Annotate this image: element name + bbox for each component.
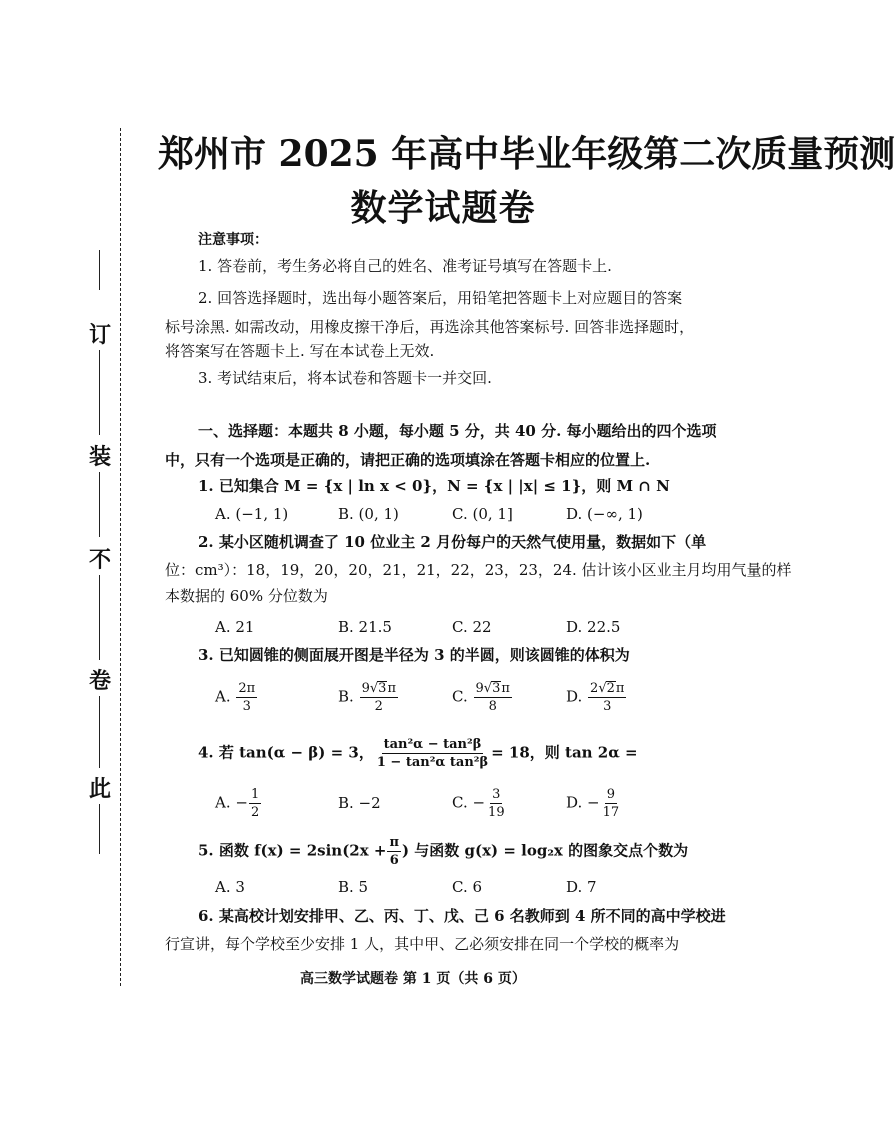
q4-suffix: = 18，则 tan 2α = (491, 743, 638, 762)
fraction-denominator: 1 − tan²α tan²β (376, 755, 489, 770)
exam-title: 郑州市 2025 年高中毕业年级第二次质量预测 (158, 133, 895, 175)
fraction-denominator: 19 (488, 805, 505, 820)
fraction-denominator: 6 (389, 853, 399, 868)
coefficient: 9 (475, 681, 484, 696)
q2-option-a: A. 21 (215, 618, 255, 636)
option-label: D. (566, 687, 583, 706)
fraction-numerator: 3 (492, 787, 501, 802)
q4-option-a (215, 786, 262, 821)
margin-char-zhuang: 装 (88, 445, 111, 470)
option-label: A. − (215, 793, 248, 812)
fraction (474, 680, 512, 715)
fraction-denominator: 8 (488, 699, 497, 714)
pi-symbol: π (387, 681, 396, 696)
exam-subtitle: 数学试题卷 (350, 187, 536, 229)
q4-option-d (566, 786, 622, 821)
margin-rule (99, 575, 100, 660)
margin-char-ding: 订 (88, 323, 111, 348)
fraction-denominator: 2 (374, 699, 383, 714)
q1-option-a: A. (−1, 1) (215, 505, 289, 523)
q5-suffix: ) 与函数 g(x) = log₂x 的图象交点个数为 (401, 841, 689, 860)
q3-option-b (338, 680, 399, 715)
margin-rule (99, 472, 100, 537)
margin-rule (99, 804, 100, 854)
section-heading: 一、选择题：本题共 8 小题，每小题 5 分，共 40 分. 每小题给出的四个选项 (198, 422, 717, 440)
radicand: 3 (378, 681, 387, 696)
notice-heading: 注意事项： (198, 232, 268, 248)
q2-option-d: D. 22.5 (566, 618, 621, 636)
fraction-numerator: 2π (238, 681, 256, 696)
question-4-stem (198, 736, 638, 771)
fraction (387, 834, 401, 869)
fraction (360, 680, 398, 715)
fraction-denominator: 3 (242, 699, 251, 714)
option-label: D. − (566, 793, 600, 812)
q1-option-c: C. (0, 1] (452, 505, 513, 523)
question-1-stem: 1. 已知集合 M = {x | ln x < 0}，N = {x | |x| ≤ 1}，则 M ∩ N (198, 477, 670, 495)
question-5-stem (198, 834, 688, 869)
option-label: A. (215, 687, 231, 706)
coefficient: 2 (590, 681, 599, 696)
fraction (375, 736, 490, 771)
fraction-numerator: 1 (250, 787, 260, 802)
fraction-denominator: 3 (603, 699, 612, 714)
option-label: C. (452, 687, 468, 706)
fraction-numerator: 2√2π (590, 681, 625, 696)
q1-option-b: B. (0, 1) (338, 505, 399, 523)
question-6-stem-cont: 行宣讲，每个学校至少安排 1 人，其中甲、乙必须安排在同一个学校的概率为 (165, 935, 680, 953)
binding-dashed-line (120, 128, 121, 986)
question-6-stem: 6. 某高校计划安排甲、乙、丙、丁、戊、己 6 名教师到 4 所不同的高中学校进 (198, 907, 726, 925)
margin-rule (99, 350, 100, 435)
notice-item-1: 1. 答卷前，考生务必将自己的姓名、准考证号填写在答题卡上. (198, 257, 612, 275)
margin-char-ci: 此 (88, 777, 111, 802)
fraction-denominator: 17 (602, 805, 620, 820)
question-2-stem: 2. 某小区随机调查了 10 位业主 2 月份每户的天然气使用量，数据如下（单 (198, 533, 707, 551)
fraction (486, 786, 507, 821)
fraction-numerator: 9√3π (361, 681, 396, 696)
question-3-stem: 3. 已知圆锥的侧面展开图是半径为 3 的半圆，则该圆锥的体积为 (198, 646, 630, 664)
pi-symbol: π (501, 681, 510, 696)
question-2-stem-cont: 本数据的 60% 分位数为 (165, 587, 328, 605)
page-footer: 高三数学试题卷 第 1 页（共 6 页） (300, 971, 526, 987)
q1-option-d: D. (−∞, 1) (566, 505, 643, 523)
radicand: 3 (492, 681, 501, 696)
fraction (249, 786, 261, 821)
q5-option-b: B. 5 (338, 878, 369, 896)
question-2-stem-cont: 位：cm³）：18，19，20，20，21，21，22，23，23，24. 估计该小区业主月均用气量的样 (165, 561, 792, 579)
fraction-numerator: 9√3π (475, 681, 510, 696)
fraction (588, 680, 626, 715)
q3-option-c (452, 680, 513, 715)
option-label: B. (338, 687, 354, 706)
q4-option-b: B. −2 (338, 794, 381, 812)
q3-option-a (215, 680, 258, 715)
q4-option-c (452, 786, 508, 821)
fraction-numerator: π (389, 835, 399, 850)
q5-prefix: 5. 函数 f(x) = 2sin(2x + (198, 841, 387, 860)
margin-rule (99, 250, 100, 290)
margin-char-juan: 卷 (88, 669, 111, 694)
q2-option-b: B. 21.5 (338, 618, 392, 636)
fraction (236, 680, 257, 715)
fraction-numerator: 9 (606, 787, 616, 802)
q4-prefix: 4. 若 tan(α − β) = 3， (198, 743, 374, 762)
q3-option-d (566, 680, 627, 715)
fraction-numerator: tan²α − tan²β (383, 737, 482, 752)
notice-item-2: 2. 回答选择题时，选出每小题答案后，用铅笔把答题卡上对应题目的答案 (198, 289, 683, 307)
q5-option-a: A. 3 (215, 878, 245, 896)
notice-item-2-cont: 标号涂黑. 如需改动，用橡皮擦干净后，再选涂其他答案标号. 回答非选择题时， (165, 318, 695, 336)
margin-char-bu: 不 (88, 548, 111, 573)
notice-item-3: 3. 考试结束后，将本试卷和答题卡一并交回. (198, 369, 492, 387)
margin-rule (99, 696, 100, 768)
q5-option-d: D. 7 (566, 878, 597, 896)
notice-item-2-cont: 将答案写在答题卡上. 写在本试卷上无效. (165, 342, 435, 360)
q5-option-c: C. 6 (452, 878, 483, 896)
option-label: C. − (452, 793, 486, 812)
radicand: 2 (606, 681, 615, 696)
pi-symbol: π (615, 681, 625, 696)
section-heading-cont: 中，只有一个选项是正确的，请把正确的选项填涂在答题卡相应的位置上. (165, 451, 651, 469)
fraction-denominator: 2 (250, 805, 260, 820)
q2-option-c: C. 22 (452, 618, 492, 636)
fraction (601, 786, 622, 821)
coefficient: 9 (361, 681, 370, 696)
